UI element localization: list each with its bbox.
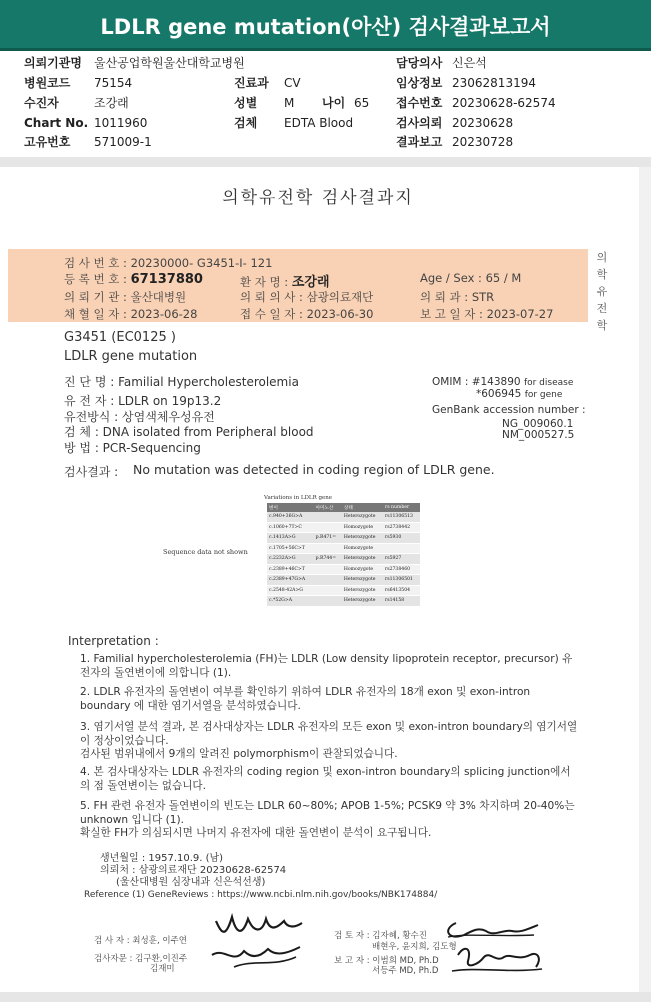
variations-table xyxy=(267,503,420,607)
variation-cell: Homozygote xyxy=(342,543,383,554)
variation-row xyxy=(267,585,420,596)
variation-row xyxy=(267,512,420,522)
paper-title: 의학유전학 검사결과지 xyxy=(222,188,414,208)
reviewer: 검 토 자 : 김자혜, 황수진 xyxy=(334,931,427,941)
reporter: 보 고 자 : 이범희 MD, Ph.D xyxy=(334,956,439,966)
variation-cell: rs14158 xyxy=(383,596,420,607)
variation-cell: c.2389+46C>T xyxy=(267,564,314,575)
request-label: 검사의뢰 xyxy=(396,116,443,130)
reference: Reference (1) GeneReviews : https://www.ncbi.nlm.nih.gov/books/NBK174884/ xyxy=(84,890,438,900)
unique-label: 고유번호 xyxy=(24,135,71,149)
variation-cell: p.R471= xyxy=(314,533,342,544)
omim1: #143890 xyxy=(471,376,521,388)
patient-name: 조강래 xyxy=(291,275,330,290)
sex-label: 성별 xyxy=(234,96,258,110)
variation-cell: rs11306501 xyxy=(383,575,420,586)
variation-cell xyxy=(314,596,342,607)
reporter2: 서등주 MD, Ph.D xyxy=(372,966,439,976)
interp-5b: 확실한 FH가 의심되시면 나머지 유전자에 대한 돌연변이 분석이 요구됩니다. xyxy=(80,827,432,839)
receive-date: 접 수 일 자 : 2023-06-30 xyxy=(240,307,374,321)
interp-2: 2. LDLR 유전자의 돌연변이 여부를 확인하기 위하여 LDLR 유전자의 18개 exon 및 exon-intron boundary 에 대한 염기서열을 분석하였습니다. xyxy=(80,686,531,712)
interp-3b: 검사된 범위내에서 9개의 알려진 polymorphism이 관찰되었습니다. xyxy=(80,748,398,760)
report-title: LDLR gene mutation(아산) 검사결과보고서 xyxy=(100,15,551,39)
signature-reviewer xyxy=(438,907,548,982)
report-value: 20230728 xyxy=(452,135,514,149)
advisor: 검사자문 : 김구환,이진주 xyxy=(94,954,188,964)
receipt-label: 접수번호 xyxy=(396,96,443,110)
subject-label: 수진자 xyxy=(24,96,59,110)
clinical-value: 23062813194 xyxy=(452,76,536,90)
interp-4: 4. 본 검사대상자는 LDLR 유전자의 coding region 및 exon-intron boundary의 splicing junction에서의 점 돌연변이는 없습니다. xyxy=(80,766,571,792)
variation-cell: Homozygote xyxy=(342,564,383,575)
variation-cell: Heterozygote xyxy=(342,512,383,522)
inheritance: 유전방식 : 상염색체우성유전 xyxy=(64,410,215,424)
variation-cell: c.2548-42A>G xyxy=(267,585,314,596)
var-header-cell: rs number xyxy=(383,503,420,512)
variation-cell: c.940+36G>A xyxy=(267,512,314,522)
variation-cell xyxy=(314,522,342,533)
diagnosis: 진 단 명 : Familial Hypercholesterolemia xyxy=(64,375,299,389)
interp-1: 1. Familial hypercholesterolemia (FH)는 LDLR (Low density lipoprotein receptor, precursor) 유전자의 돌연변이에 의합니다 (1). xyxy=(80,653,573,679)
doctor-value: 신은석 xyxy=(452,56,487,70)
institution-value: 울산공업학원울산대학교병원 xyxy=(94,56,245,70)
variation-cell: rs6413504 xyxy=(383,585,420,596)
report-header xyxy=(0,0,651,51)
omim2-note: for gene xyxy=(524,390,563,400)
ward: 의 뢰 과 : STR xyxy=(420,290,495,304)
genbank1: NG_009060.1 xyxy=(502,418,574,430)
department-label: 진료과 xyxy=(234,76,269,90)
omim1-note: for disease xyxy=(523,378,574,388)
seq-note: Sequence data not shown xyxy=(163,548,248,556)
chart-label: Chart No. xyxy=(24,116,89,130)
subject-value: 조강래 xyxy=(94,96,129,110)
reviewer2: 배현우, 윤지희, 김도형 xyxy=(372,942,457,952)
specimen-value: EDTA Blood xyxy=(284,116,354,130)
req-inst: 의 뢰 기 관 : 울산대병원 xyxy=(64,290,187,304)
variation-cell: rs11306513 xyxy=(383,512,420,522)
variation-cell: Heterozygote xyxy=(342,533,383,544)
reg-no: 67137880 xyxy=(130,272,203,287)
variation-cell: rs2738442 xyxy=(383,522,420,533)
receipt-value: 20230628-62574 xyxy=(452,96,556,110)
variation-cell xyxy=(314,512,342,522)
variation-cell: c.1413A>G xyxy=(267,533,314,544)
clinical-label: 임상정보 xyxy=(396,76,443,90)
variation-cell: c.2389+47G>A xyxy=(267,575,314,586)
test-code: G3451 (EC0125 ) xyxy=(64,330,176,345)
divider xyxy=(0,157,651,167)
age-value: 65 xyxy=(354,96,370,110)
request-value: 20230628 xyxy=(452,116,514,130)
variation-cell xyxy=(314,585,342,596)
collect-date: 채 혈 일 자 : 2023-06-28 xyxy=(64,307,198,321)
var-header-cell: 상태 xyxy=(342,503,383,512)
bottom-divider xyxy=(0,992,651,1002)
hospital-code-label: 병원코드 xyxy=(24,76,71,90)
omim-label: OMIM : xyxy=(432,376,469,388)
report-date: 보 고 일 자 : 2023-07-27 xyxy=(420,307,554,321)
variation-row xyxy=(267,554,420,565)
variation-cell: rs5930 xyxy=(383,533,420,544)
omim2: *606945 xyxy=(476,388,522,400)
variation-cell xyxy=(314,543,342,554)
report-label: 결과보고 xyxy=(396,135,443,149)
examiner: 검 사 자 : 최성훈, 이주연 xyxy=(94,936,187,946)
exam-no: 검 사 번 호 : 20230000- G3451-I- 121 xyxy=(64,256,273,270)
specimen-line: 검 체 : DNA isolated from Peripheral blood xyxy=(64,425,314,439)
side-label: 의 학 유 전 학 xyxy=(596,251,608,332)
patient-band xyxy=(8,249,588,322)
doctor-label: 담당의사 xyxy=(396,56,443,70)
patient-label: 환 자 명 : xyxy=(240,275,289,289)
variation-row xyxy=(267,522,420,533)
hospital-code-value: 75154 xyxy=(94,76,133,90)
variation-cell: Heterozygote xyxy=(342,554,383,565)
variation-cell xyxy=(314,575,342,586)
client2: (울산대병원 심장내과 신은석선생) xyxy=(116,877,266,888)
variation-cell xyxy=(314,564,342,575)
birth: 생년월일 : 1957.10.9. (남) xyxy=(100,853,224,864)
variation-cell: c.1060+7T>C xyxy=(267,522,314,533)
scrollbar[interactable] xyxy=(639,167,651,992)
interp-5: 5. FH 관련 유전자 돌연변이의 빈도는 LDLR 60~80%; APOB 1-5%; PCSK9 약 3% 차지하며 20-40%는 unknown 입니다 (1). xyxy=(80,800,575,826)
variation-cell: c.2232A>G xyxy=(267,554,314,565)
req-doctor: 의 뢰 의 사 : 삼광의료재단 xyxy=(240,290,374,304)
reg-no-label: 등 록 번 호 : xyxy=(64,272,127,286)
variation-row xyxy=(267,575,420,586)
age-sex: Age / Sex : 65 / M xyxy=(420,271,522,285)
variation-cell: p.R744= xyxy=(314,554,342,565)
variation-row xyxy=(267,533,420,544)
client: 의뢰처 : 삼광의료재단 20230628-62574 xyxy=(100,865,287,876)
scanned-report xyxy=(8,167,628,992)
genbank-label: GenBank accession number : xyxy=(432,404,586,416)
genbank2: NM_000527.5 xyxy=(502,429,575,441)
age-label: 나이 xyxy=(322,96,346,110)
variation-cell: c.1705+56C>T xyxy=(267,543,314,554)
variation-row xyxy=(267,564,420,575)
variation-cell: Heterozygote xyxy=(342,575,383,586)
variation-cell xyxy=(383,543,420,554)
variation-cell: Homozygote xyxy=(342,522,383,533)
signature-examiner xyxy=(204,907,314,977)
variation-cell: rs5927 xyxy=(383,554,420,565)
variation-cell: Heterozygote xyxy=(342,585,383,596)
variations-title: Variations in LDLR gene xyxy=(264,495,333,501)
advisor2: 김재미 xyxy=(150,964,175,974)
variation-row xyxy=(267,543,420,554)
department-value: CV xyxy=(284,76,301,90)
variation-cell: c.*52G>A xyxy=(267,596,314,607)
result-label: 검사결과 : xyxy=(64,465,119,479)
variation-cell: rs2738460 xyxy=(383,564,420,575)
institution-label: 의뢰기관명 xyxy=(24,56,82,70)
var-header-cell: 변이 xyxy=(267,503,314,512)
unique-value: 571009-1 xyxy=(94,135,152,149)
test-name: LDLR gene mutation xyxy=(64,349,198,364)
result-text: No mutation was detected in coding region of LDLR gene. xyxy=(133,462,495,477)
interp-3: 3. 염기서열 분석 결과, 본 검사대상자는 LDLR 유전자의 모든 exon 및 exon-intron boundary의 염기서열이 정상이었습니다. xyxy=(80,721,578,747)
sex-value: M xyxy=(284,96,295,110)
gene: 유 전 자 : LDLR on 19p13.2 xyxy=(64,394,222,408)
specimen-label: 검체 xyxy=(234,116,258,130)
var-header-cell: 아미노산 xyxy=(314,503,342,512)
variation-cell: Heterozygote xyxy=(342,596,383,607)
chart-value: 1011960 xyxy=(94,116,148,130)
interp-title: Interpretation : xyxy=(68,634,159,648)
variation-row xyxy=(267,596,420,607)
method: 방 법 : PCR-Sequencing xyxy=(64,441,201,455)
